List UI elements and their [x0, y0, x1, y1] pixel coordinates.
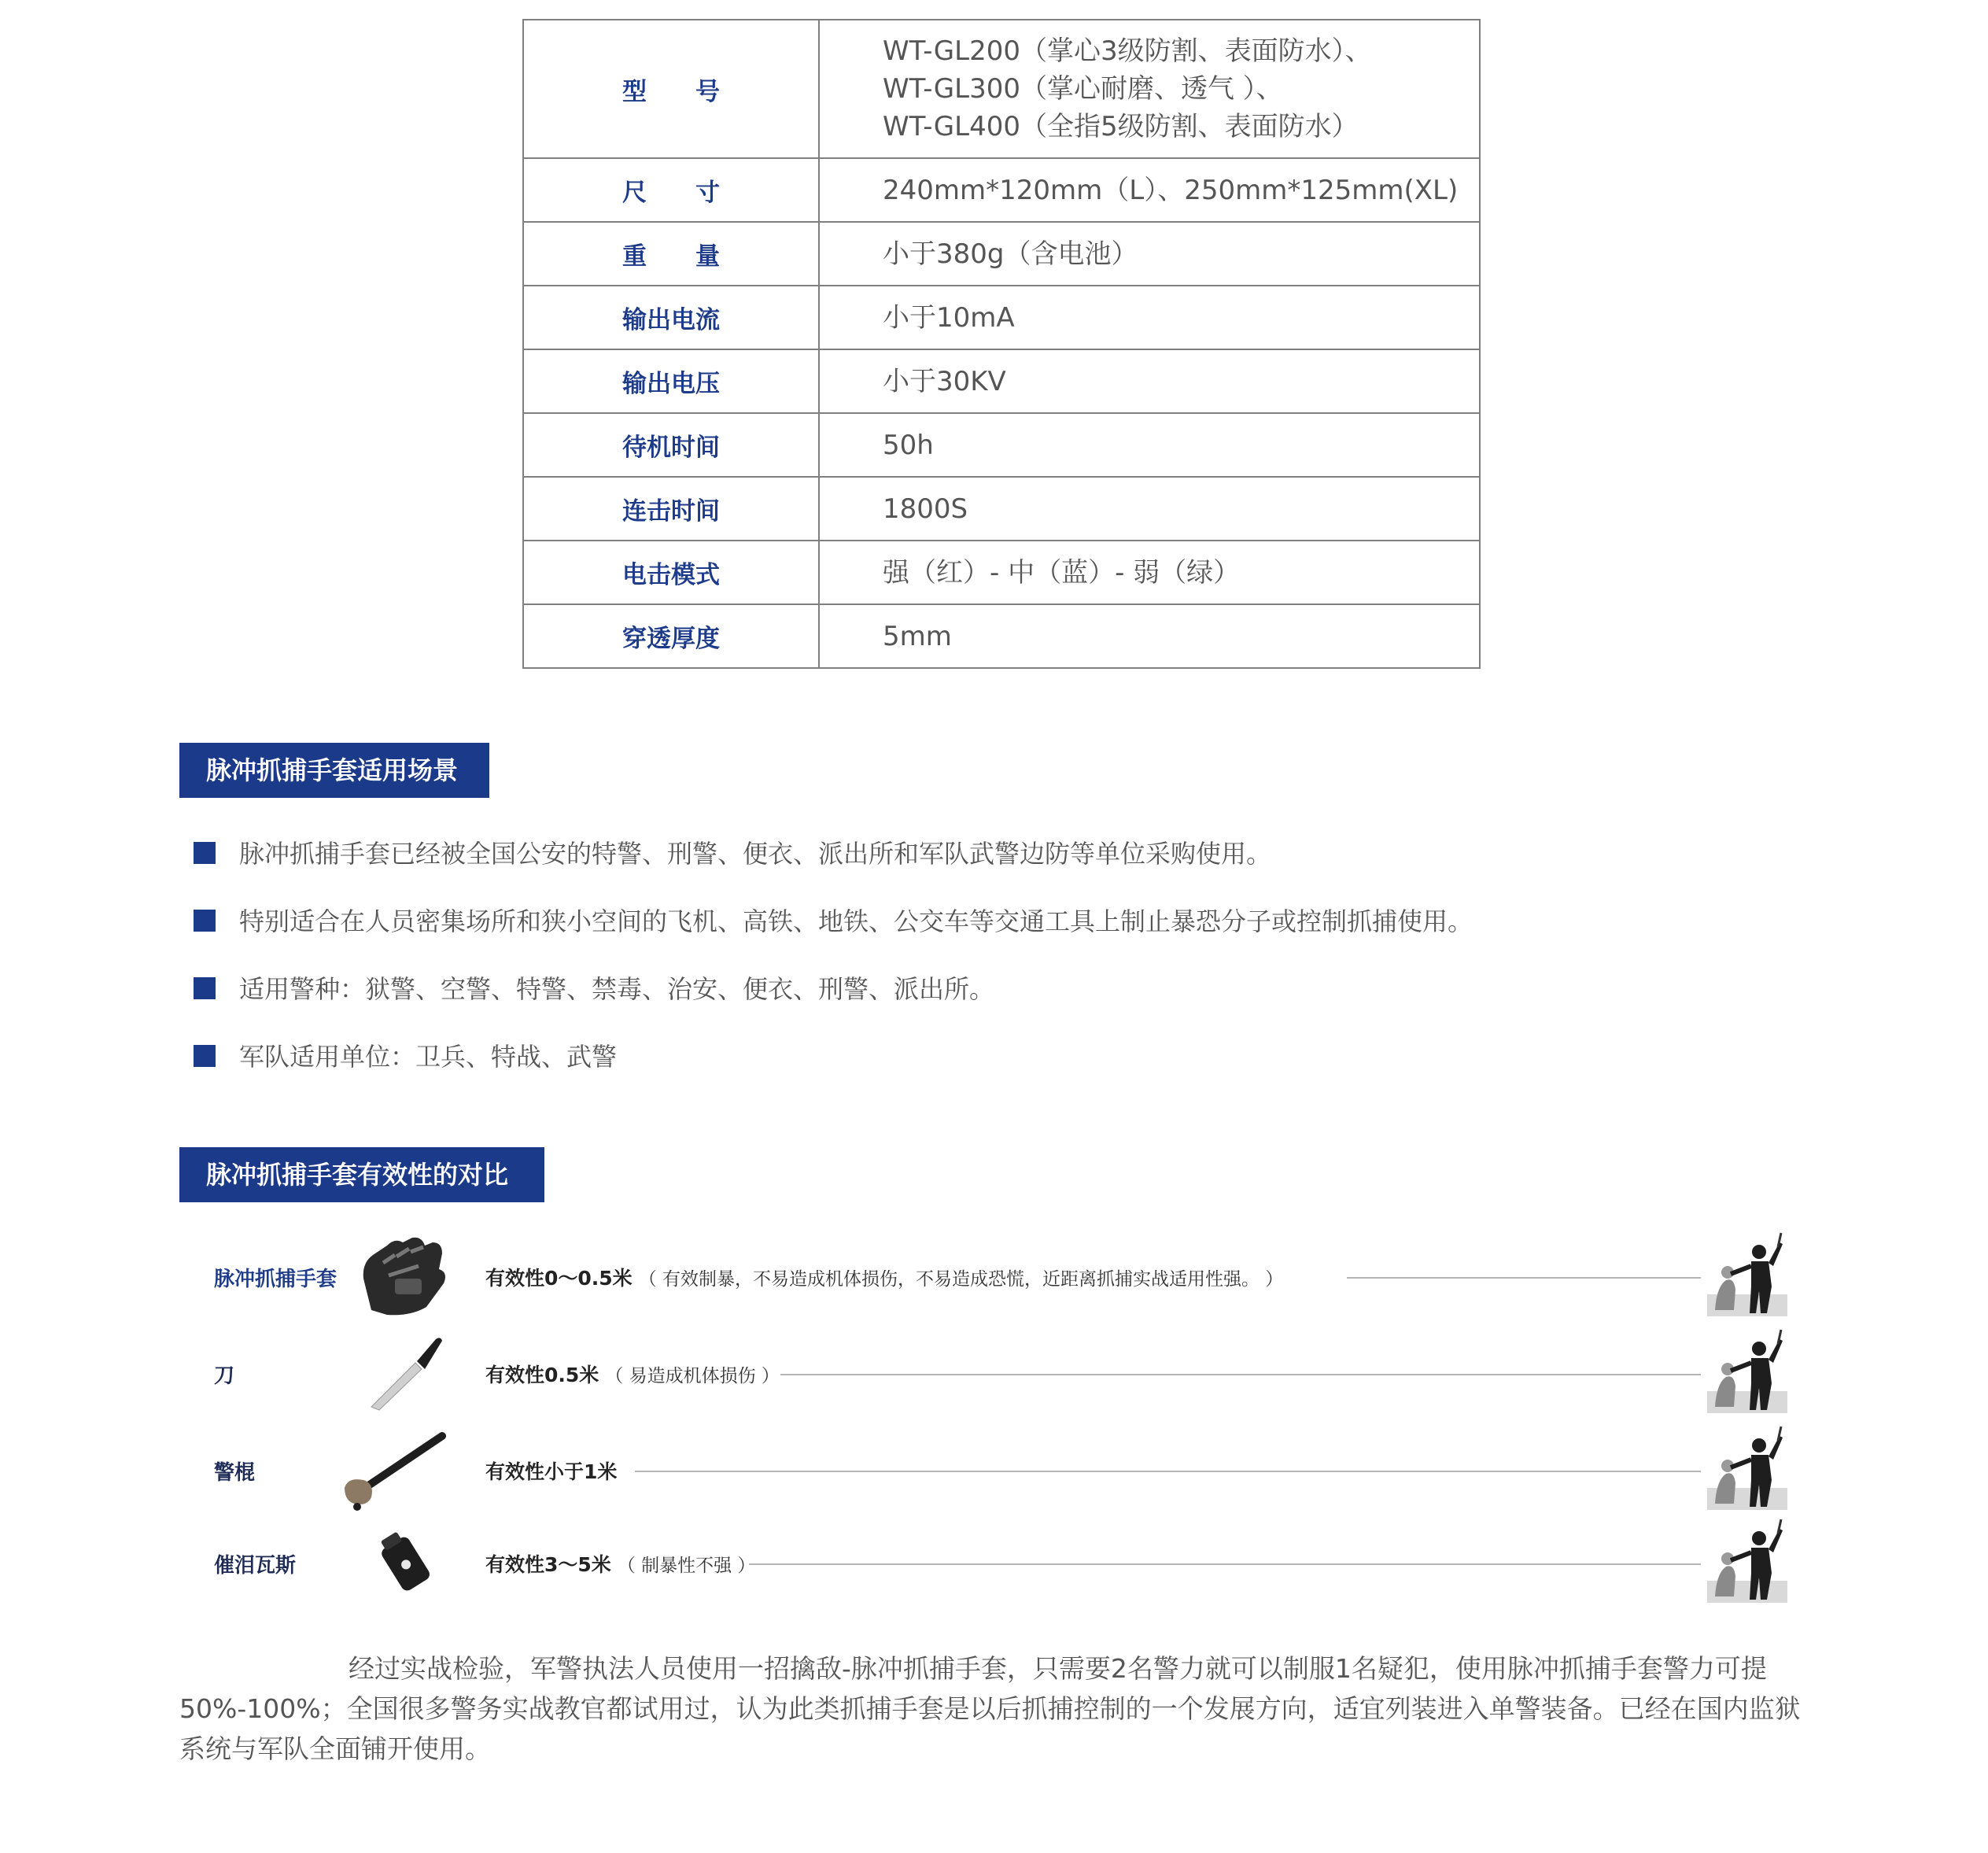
- spec-row-standby: [523, 413, 1480, 477]
- compare-row-teargas: [214, 1518, 1787, 1604]
- compare-line: [635, 1471, 1701, 1472]
- glove-icon: [340, 1231, 458, 1318]
- compare-line: [749, 1563, 1701, 1565]
- spec-value: [819, 20, 1480, 158]
- compare-item-name: 催泪瓦斯: [214, 1554, 297, 1578]
- compare-effect: [485, 1360, 780, 1388]
- spec-value: 小于30KV: [819, 349, 1480, 413]
- scene-list: [194, 834, 1473, 1105]
- compare-row-baton: [214, 1425, 1787, 1512]
- spec-key: 尺 寸: [523, 158, 819, 222]
- officer-subduing-figure-icon: [1707, 1328, 1787, 1413]
- spec-value-line: WT-GL300（掌心耐磨、透气 ）、: [883, 73, 1283, 105]
- officer-subduing-figure-icon: [1707, 1425, 1787, 1510]
- list-item: [194, 1037, 1473, 1105]
- spec-row-size: [523, 158, 1480, 222]
- compare-effect-note: （ 有效制暴，不易造成机体损伤，不易造成恐慌，近距离抓捕实战适用性强。 ）: [638, 1268, 1284, 1290]
- compare-row-glove: [214, 1231, 1787, 1318]
- spec-value-line: WT-GL200（掌心3级防割、表面防水）、: [883, 35, 1372, 67]
- spec-row-model: [523, 20, 1480, 158]
- compare-effect-label: 有效性3～5米: [485, 1553, 611, 1576]
- bullet-square-icon: [194, 842, 216, 864]
- spec-value-line: WT-GL400（全指5级防割、表面防水）: [883, 111, 1359, 142]
- compare-effect-note: （ 制暴性不强 ）: [617, 1555, 756, 1576]
- compare-effect-label: 有效性0.5米: [485, 1364, 599, 1386]
- compare-effect: [485, 1263, 1283, 1291]
- spec-value: 50h: [819, 413, 1480, 477]
- spec-key: 待机时间: [523, 413, 819, 477]
- knife-icon: [340, 1328, 458, 1415]
- spec-row-weight: [523, 222, 1480, 286]
- spec-value: 1800S: [819, 477, 1480, 541]
- spray-can-icon: [340, 1518, 458, 1604]
- spec-value: 小于380g（含电池）: [819, 222, 1480, 286]
- bullet-square-icon: [194, 977, 216, 999]
- spec-row-burst: [523, 477, 1480, 541]
- list-item: [194, 902, 1473, 969]
- compare-item-name: 警棍: [214, 1461, 256, 1485]
- bullet-square-icon: [194, 910, 216, 932]
- spec-key: 重 量: [523, 222, 819, 286]
- compare-effect-label: 有效性0～0.5米: [485, 1267, 633, 1290]
- list-item-text: 脉冲抓捕手套已经被全国公安的特警、刑警、便衣、派出所和军队武警边防等单位采购使用。: [239, 839, 1272, 869]
- spec-key: 输出电压: [523, 349, 819, 413]
- list-item: [194, 969, 1473, 1037]
- spec-key: 型 号: [523, 20, 819, 158]
- spec-value: 强（红）- 中（蓝）- 弱（绿）: [819, 541, 1480, 604]
- spec-key: 穿透厚度: [523, 604, 819, 668]
- list-item-text: 特别适合在人员密集场所和狭小空间的飞机、高铁、地铁、公交车等交通工具上制止暴恐分子或控制抓捕使用。: [239, 906, 1473, 936]
- compare-effect: [485, 1456, 617, 1485]
- bullet-square-icon: [194, 1045, 216, 1067]
- compare-effect: [485, 1549, 755, 1578]
- spec-value: 240mm*120mm（L）、250mm*125mm(XL): [819, 158, 1480, 222]
- compare-line: [1347, 1277, 1701, 1279]
- section-title-compare: 脉冲抓捕手套有效性的对比: [179, 1147, 544, 1202]
- closing-paragraph: 经过实战检验，军警执法人员使用一招擒敌-脉冲抓捕手套，只需要2名警力就可以制服1名疑犯，使用脉冲抓捕手套警力可提50%-100%；全国很多警务实战教官都试用过，认为此类抓捕手套是以后抓捕控制的一个发展方向，适宜列装进入单警装备。已经在国内监狱系统与军队全面铺开使用。: [179, 1653, 1801, 1764]
- spec-row-penetration: [523, 604, 1480, 668]
- list-item-text: 军队适用单位：卫兵、特战、武警: [239, 1042, 618, 1072]
- spec-table: [522, 19, 1481, 669]
- compare-effect-label: 有效性小于1米: [485, 1460, 618, 1483]
- spec-row-voltage: [523, 349, 1480, 413]
- list-item-text: 适用警种：狱警、空警、特警、禁毒、治安、便衣、刑警、派出所。: [239, 974, 995, 1004]
- list-item: [194, 834, 1473, 902]
- compare-line: [780, 1374, 1701, 1375]
- spec-value: 小于10mA: [819, 286, 1480, 349]
- spec-row-mode: [523, 541, 1480, 604]
- compare-row-knife: [214, 1328, 1787, 1415]
- spec-value: 5mm: [819, 604, 1480, 668]
- compare-item-name: 刀: [214, 1364, 235, 1388]
- officer-subduing-figure-icon: [1707, 1518, 1787, 1603]
- baton-icon: [340, 1425, 458, 1512]
- section-title-scenes: 脉冲抓捕手套适用场景: [179, 743, 489, 798]
- spec-key: 输出电流: [523, 286, 819, 349]
- spec-key: 连击时间: [523, 477, 819, 541]
- compare-item-name: 脉冲抓捕手套: [214, 1268, 337, 1291]
- officer-subduing-figure-icon: [1707, 1231, 1787, 1316]
- spec-row-current: [523, 286, 1480, 349]
- spec-key: 电击模式: [523, 541, 819, 604]
- compare-effect-note: （ 易造成机体损伤 ）: [605, 1365, 780, 1386]
